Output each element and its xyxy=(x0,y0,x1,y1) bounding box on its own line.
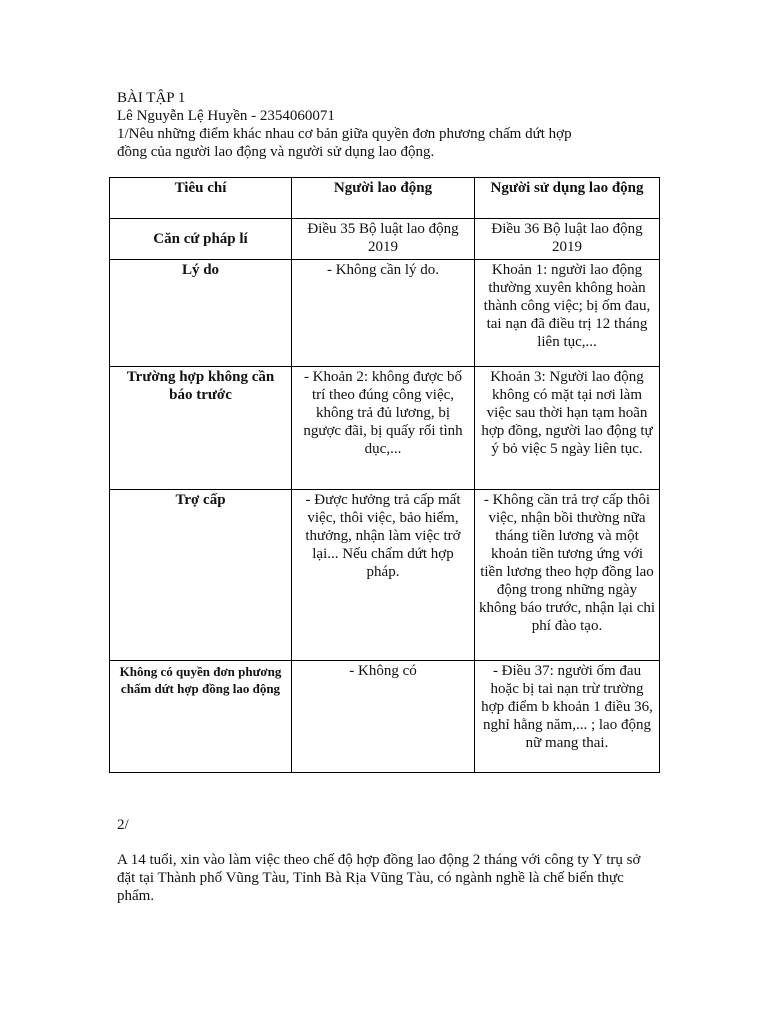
assignment-title: BÀI TẬP 1 xyxy=(117,90,186,106)
table-row xyxy=(110,260,660,367)
employee-cell: - Được hưởng trả cấp mất việc, thôi việc, bảo hiểm, thưởng, nhận làm việc trở lại... Nếu chấm dứt hợp pháp. xyxy=(292,490,475,661)
criterion-cell: Lý do xyxy=(110,260,292,367)
criterion-cell: Căn cứ pháp lí xyxy=(110,219,292,260)
table-row xyxy=(110,490,660,661)
employer-cell: Khoản 3: Người lao động không có mặt tại nơi làm việc sau thời hạn tạm hoãn hợp đồng, người lao động tự ý bỏ việc 5 ngày liên tục. xyxy=(475,367,660,490)
employer-cell: Khoản 1: người lao động thường xuyên không hoàn thành công việc; bị ốm đau, tai nạn đã điều trị 12 tháng liên tục,... xyxy=(475,260,660,367)
employer-cell: Điều 36 Bộ luật lao động 2019 xyxy=(475,219,660,260)
employee-cell: - Không có xyxy=(292,661,475,773)
table-row xyxy=(110,661,660,773)
table-row xyxy=(110,219,660,260)
table-header-row xyxy=(110,178,660,219)
employer-cell: - Điều 37: người ốm đau hoặc bị tai nạn trừ trường hợp điểm b khoản 1 điều 36, nghỉ hằng năm,... ; lao động nữ mang thai. xyxy=(475,661,660,773)
criterion-cell: Trường hợp không cần báo trước xyxy=(110,367,292,490)
employee-cell: - Khoản 2: không được bố trí theo đúng công việc, không trả đủ lương, bị ngược đãi, bị quấy rối tình dục,... xyxy=(292,367,475,490)
table-row xyxy=(110,367,660,490)
criterion-cell: Trợ cấp xyxy=(110,490,292,661)
comparison-table xyxy=(109,177,660,773)
header-employee: Người lao động xyxy=(292,178,475,219)
question-1-line-2: đồng của người lao động và người sử dụng lao động. xyxy=(117,144,435,160)
student-name-id: Lê Nguyễn Lệ Huyền - 2354060071 xyxy=(117,108,335,124)
question-1-line-1: 1/Nêu những điểm khác nhau cơ bản giữa quyền đơn phương chấm dứt hợp xyxy=(117,126,572,142)
header-criterion: Tiêu chí xyxy=(110,178,292,219)
section-2-number: 2/ xyxy=(117,817,129,833)
section-2-paragraph: A 14 tuổi, xin vào làm việc theo chế độ hợp đồng lao động 2 tháng với công ty Y trụ sở đặt tại Thành phố Vũng Tàu, Tỉnh Bà Rịa Vũng Tàu, có ngành nghề là chế biến thực phẩm. xyxy=(117,852,641,904)
employee-cell: Điều 35 Bộ luật lao động 2019 xyxy=(292,219,475,260)
header-employer: Người sử dụng lao động xyxy=(475,178,660,219)
criterion-cell: Không có quyền đơn phương chấm dứt hợp đồng lao động xyxy=(110,661,292,773)
employee-cell: - Không cần lý do. xyxy=(292,260,475,367)
employer-cell: - Không cần trả trợ cấp thôi việc, nhận bồi thường nữa tháng tiền lương và một khoản tiền tương ứng với tiền lương theo hợp đồng lao động trong những ngày không báo trước, nhận lại chi phí đào tạo. xyxy=(475,490,660,661)
